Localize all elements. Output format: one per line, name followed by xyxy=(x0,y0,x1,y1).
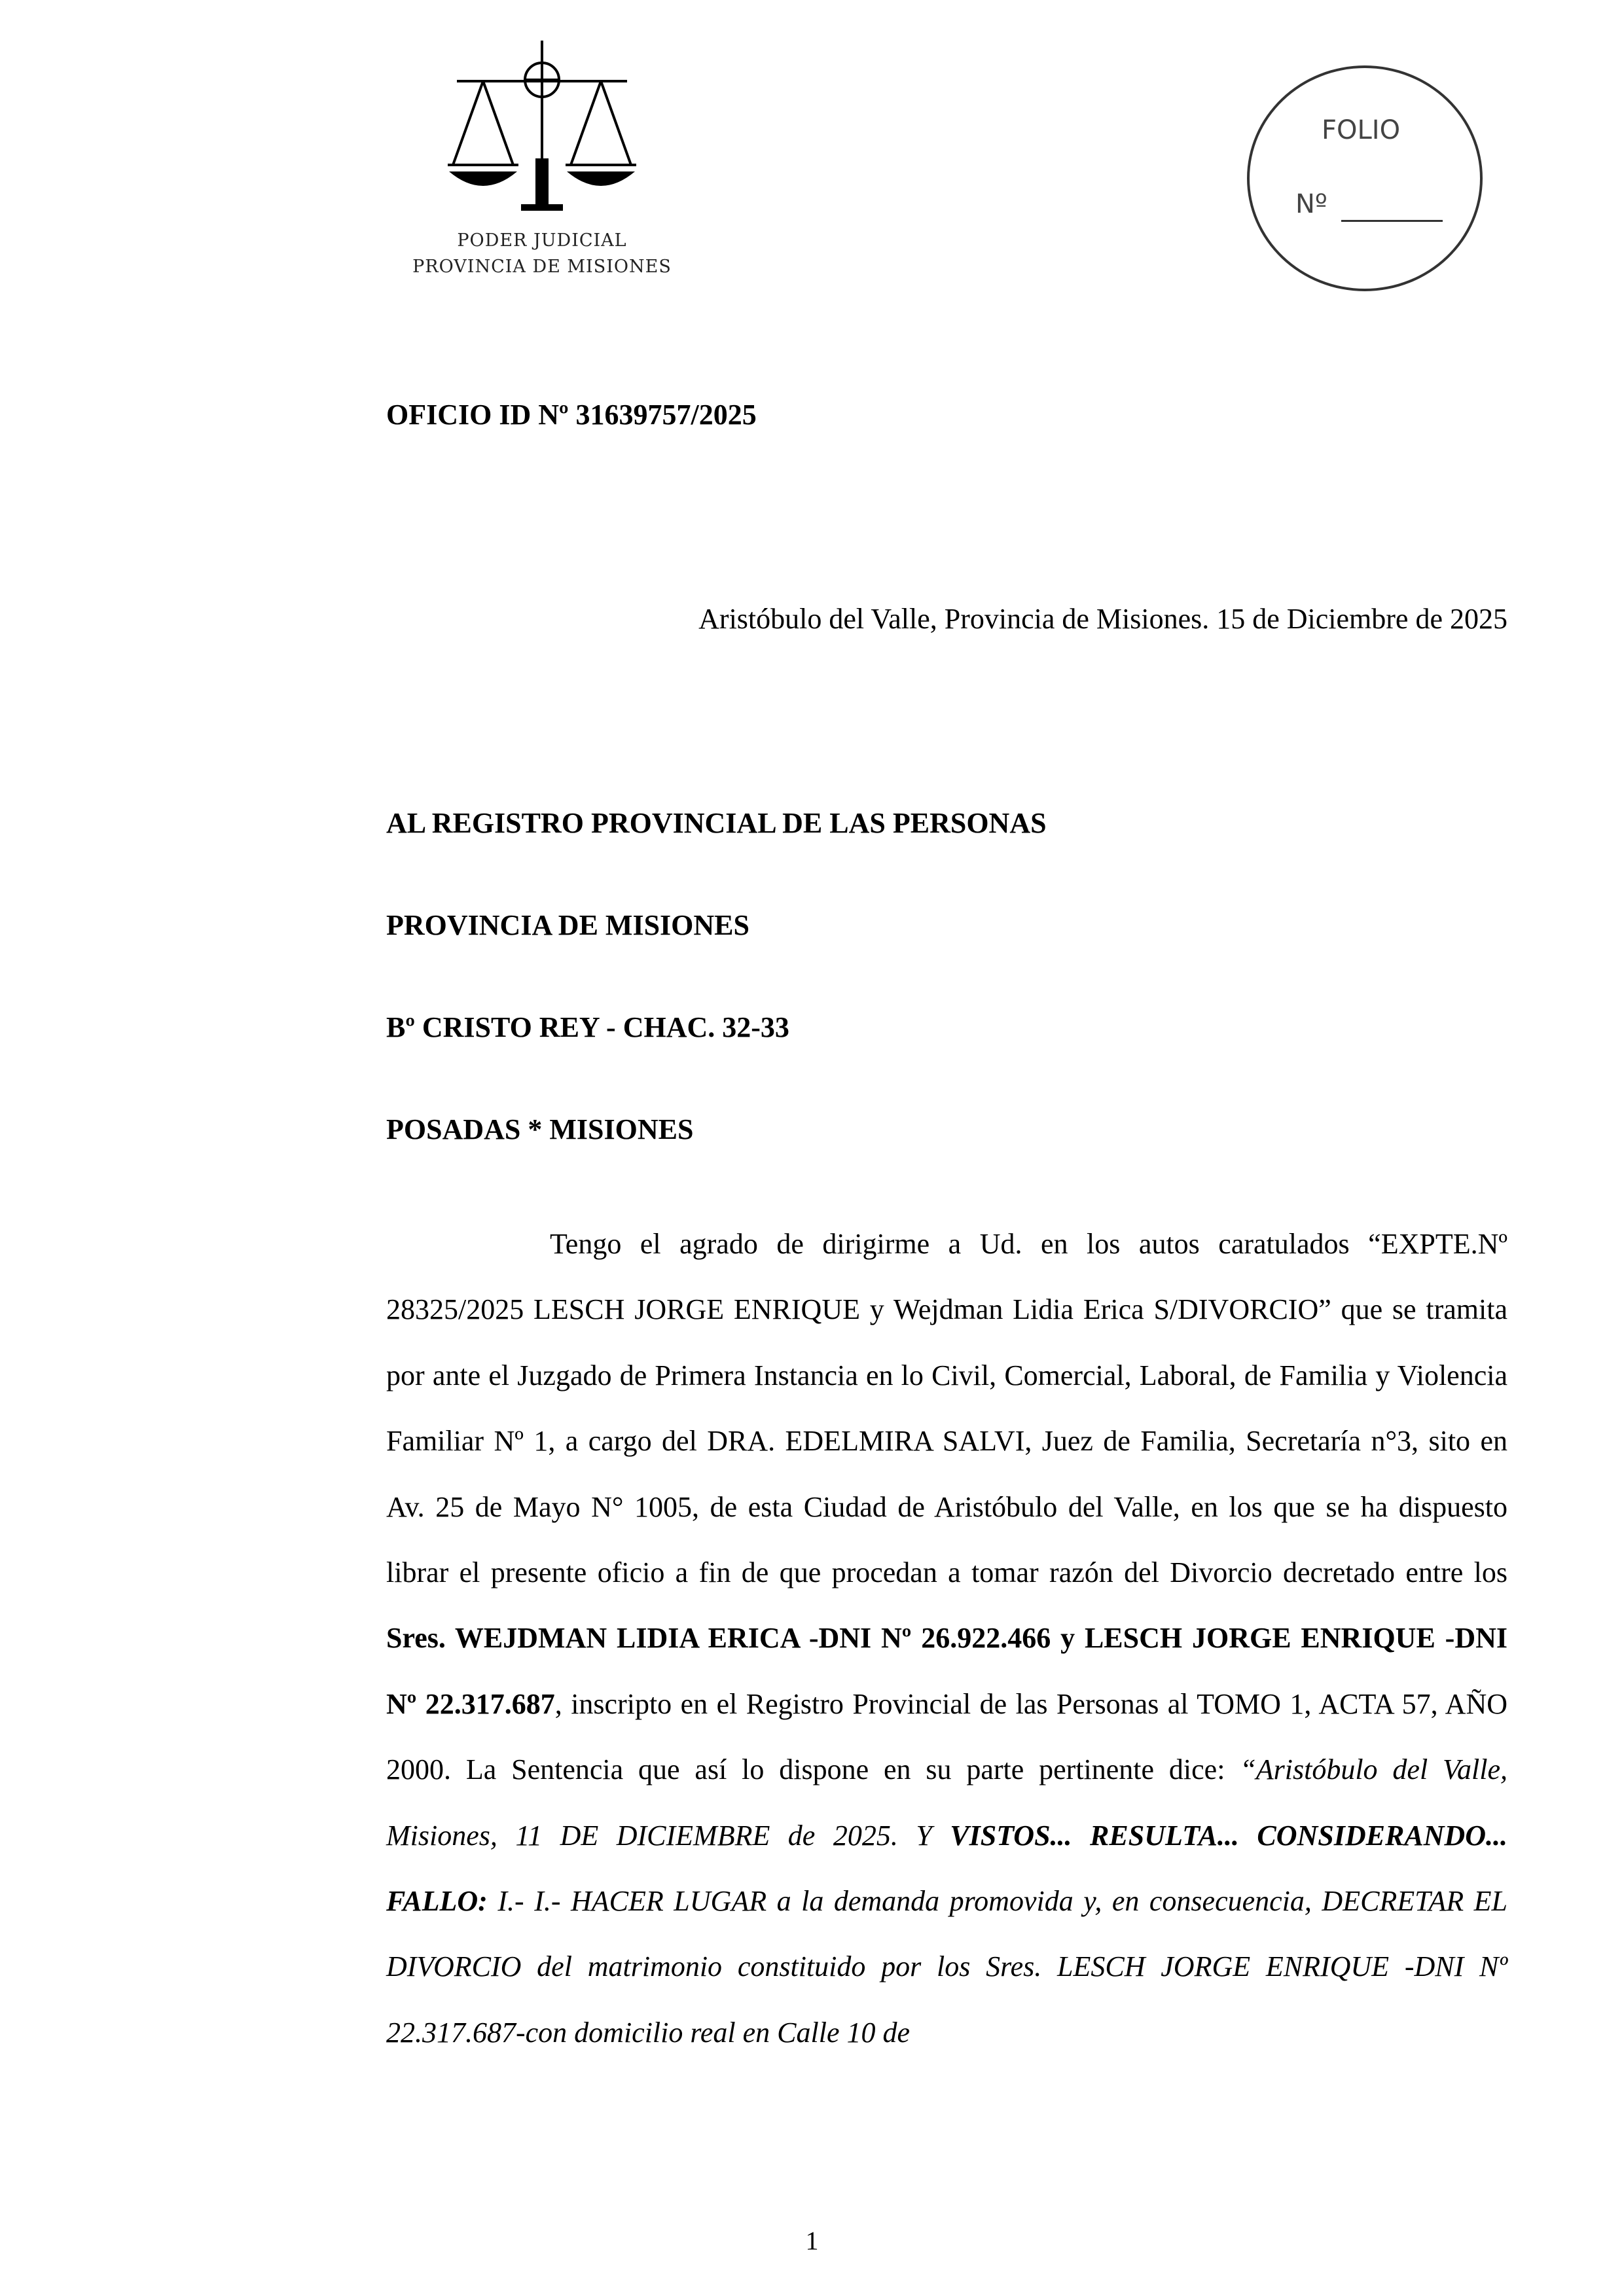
addressee-line-3: Bº CRISTO REY - CHAC. 32-33 xyxy=(386,1011,789,1043)
body-intro: Tengo el agrado de dirigirme a Ud. en los autos caratulados “EXPTE.Nº 28325/2025 LESCH JORGE ENRIQUE y Wejdman Lidia Erica S/DIVORCIO” que se tramita por ante el Juzgado de Primera Instancia en lo Civil, Comercial, Laboral, de Familia y Violencia Familiar Nº 1, a cargo del DRA. EDELMIRA SALVI, Juez de Familia, Secretaría n°3, sito en Av. 25 de Mayo N° 1005, de esta Ciudad de Aristóbulo del Valle, en los que se ha dispuesto librar el presente oficio a fin de que procedan a tomar razón del Divorcio decretado entre los xyxy=(386,1228,1507,1589)
oficio-id: OFICIO ID Nº 31639757/2025 xyxy=(386,399,757,431)
body-registration: , inscripto en el Registro Provincial de las Personas al TOMO 1, ACTA 57, AÑO 2000. La Sentencia que así lo dispone en su parte pertinente dice: xyxy=(386,1687,1507,1786)
sentence-quote-start: “Aristóbulo del Valle, Misiones, 11 DE DICIEMBRE de 2025. Y xyxy=(386,1753,1507,1852)
folio-number-label: Nº xyxy=(1295,189,1327,219)
sentence-quote-bold: VISTOS... RESULTA... CONSIDERANDO... FALLO: xyxy=(386,1819,1507,1918)
folio-label: FOLIO xyxy=(1322,115,1401,145)
folio-number-blank xyxy=(1341,220,1443,222)
emblem-line-2: PROVINCIA DE MISIONES xyxy=(412,257,672,277)
addressee-line-1: AL REGISTRO PROVINCIAL DE LAS PERSONAS xyxy=(386,807,1047,839)
scales-of-justice-icon xyxy=(444,41,640,224)
date-line: Aristóbulo del Valle, Provincia de Misiones. 15 de Diciembre de 2025 xyxy=(698,603,1507,635)
addressee-line-4: POSADAS * MISIONES xyxy=(386,1113,694,1145)
sentence-quote-rest: I.- I.- HACER LUGAR a la demanda promovida y, en consecuencia, DECRETAR EL DIVORCIO del matrimonio constituido por los Sres. LESCH JORGE ENRIQUE -DNI Nº 22.317.687-con domicilio real en Calle 10 de xyxy=(386,1885,1507,2049)
page-number: 1 xyxy=(805,2226,819,2255)
folio-stamp xyxy=(1247,65,1483,291)
judicial-emblem xyxy=(405,41,679,289)
emblem-line-1: PODER JUDICIAL xyxy=(457,230,627,251)
body-paragraph xyxy=(386,1211,1507,2066)
parties-names: Sres. WEJDMAN LIDIA ERICA -DNI Nº 26.922.466 y LESCH JORGE ENRIQUE -DNI Nº 22.317.687 xyxy=(386,1622,1507,1720)
addressee-line-2: PROVINCIA DE MISIONES xyxy=(386,909,749,941)
